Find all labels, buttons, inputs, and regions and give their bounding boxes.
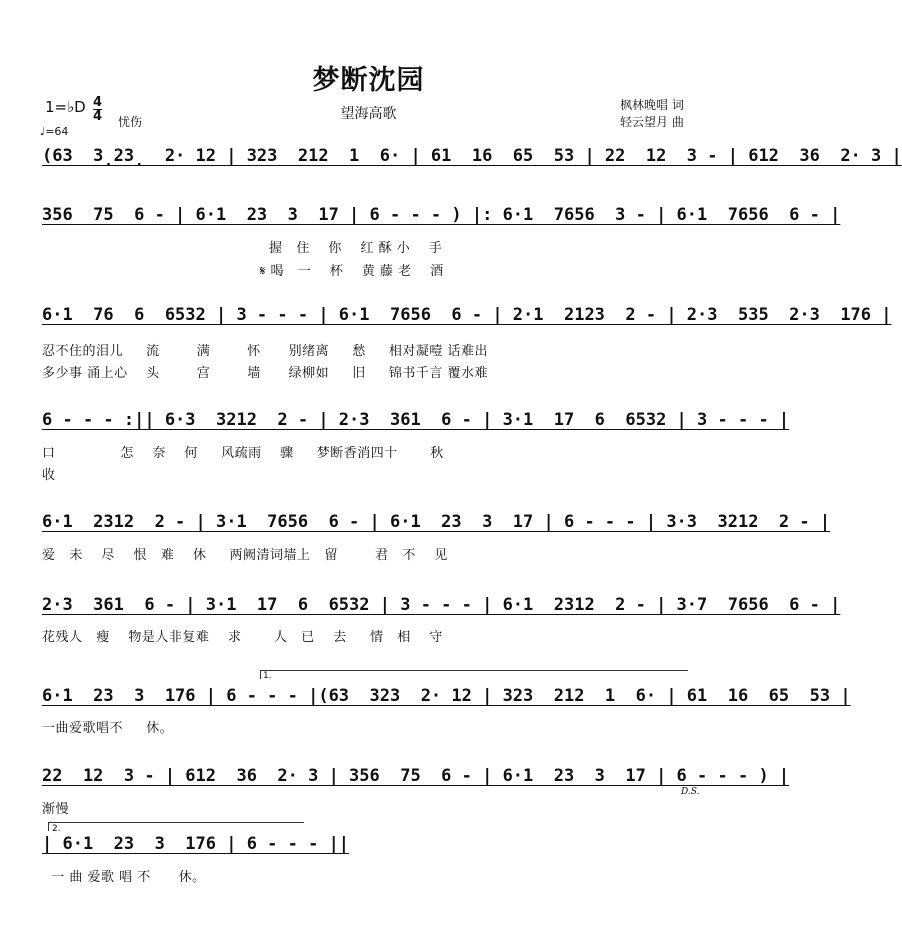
lyrics-line-8: 渐慢 [42,802,70,817]
second-ending-label: 2. [52,824,61,834]
notation-line-3: 6·1 76 6 6532 | 3 - - - | 6·1 7656 6 - | 2·1 2123 2 - | 2·3 535 2·3 176 | [42,305,892,325]
first-ending-bracket [260,670,688,679]
composer-credit: 轻云望月 曲 [620,115,684,129]
notation-line-8: 22 12 3 - | 612 36 2· 3 | 356 75 6 - | 6·1 23 3 17 | 6 - - - ) | [42,766,790,786]
time-signature-top: 4 [93,95,103,110]
singer-subtitle: 望海高歌 [340,106,397,122]
dal-segno-mark: D.S. [681,787,700,797]
lyrics-line-9: 一 曲 爱歌 唱 不 休。 [42,870,206,885]
notation-line-4: 6 - - - :|| 6·3 3212 2 - | 2·3 361 6 - | 3·1 17 6 6532 | 3 - - - | [42,410,790,430]
lyrics-line-6: 花残人 瘦 物是人非复难 求 人 已 去 情 相 守 [42,630,443,645]
lyrics-line-2-verse-1: 握 住 你 红 酥 小 手 [42,241,443,256]
key-signature: 1=♭D [45,98,86,116]
second-ending-bracket [48,822,304,831]
lyrics-line-3-verse-1: 忍不住的泪儿 流 满 怀 别绪离 愁 相对凝噎 话难出 [42,344,489,359]
lyrics-line-4-verse-1: 口 怎 奈 何 风疏雨 骤 梦断香消四十 秋 [42,446,444,461]
lyricist-credit: 枫林晚唱 词 [620,98,684,112]
time-signature-bottom: 4 [93,109,103,124]
notation-line-6: 2·3 361 6 - | 3·1 17 6 6532 | 3 - - - | 6·1 2312 2 - | 3·7 7656 6 - | [42,595,841,615]
mood-marking: 忧伤 [118,115,143,129]
lyrics-line-4-verse-2: 收 [42,468,56,483]
lyrics-line-2-verse-2: 𝄋 喝 一 杯 黄 藤 老 酒 [42,264,444,279]
time-signature [93,96,102,123]
notation-line-2: 356 75 6 - | 6·1 23 3 17 | 6 - - - ) |: 6·1 7656 3 - | 6·1 7656 6 - | [42,205,841,225]
lyrics-line-3-verse-2: 多少事 涌上心 头 宫 墙 绿柳如 旧 锦书千言 覆水难 [42,366,489,381]
notation-line-9: | 6·1 23 3 176 | 6 - - - || [42,834,350,854]
lyrics-line-7: 一曲爱歌唱不 休。 [42,721,174,736]
notation-line-1: (63 3̣23̣ 2· 12 | 323 212 1 6· | 61 16 65 53 | 22 12 3 - | 612 36 2· 3 | [42,146,902,166]
notation-line-5: 6·1 2312 2 - | 3·1 7656 6 - | 6·1 23 3 17 | 6 - - - | 3·3 3212 2 - | [42,512,831,532]
tempo-marking: ♩=64 [40,125,69,138]
song-title: 梦断沈园 [312,65,425,96]
notation-line-7: 6·1 23 3 176 | 6 - - - |(63 323 2· 12 | 323 212 1 6· | 61 16 65 53 | [42,686,851,706]
first-ending-label: 1. [263,671,272,681]
lyrics-line-5: 爱 未 尽 恨 难 休 两阙清词墙上 留 君 不 见 [42,548,448,563]
